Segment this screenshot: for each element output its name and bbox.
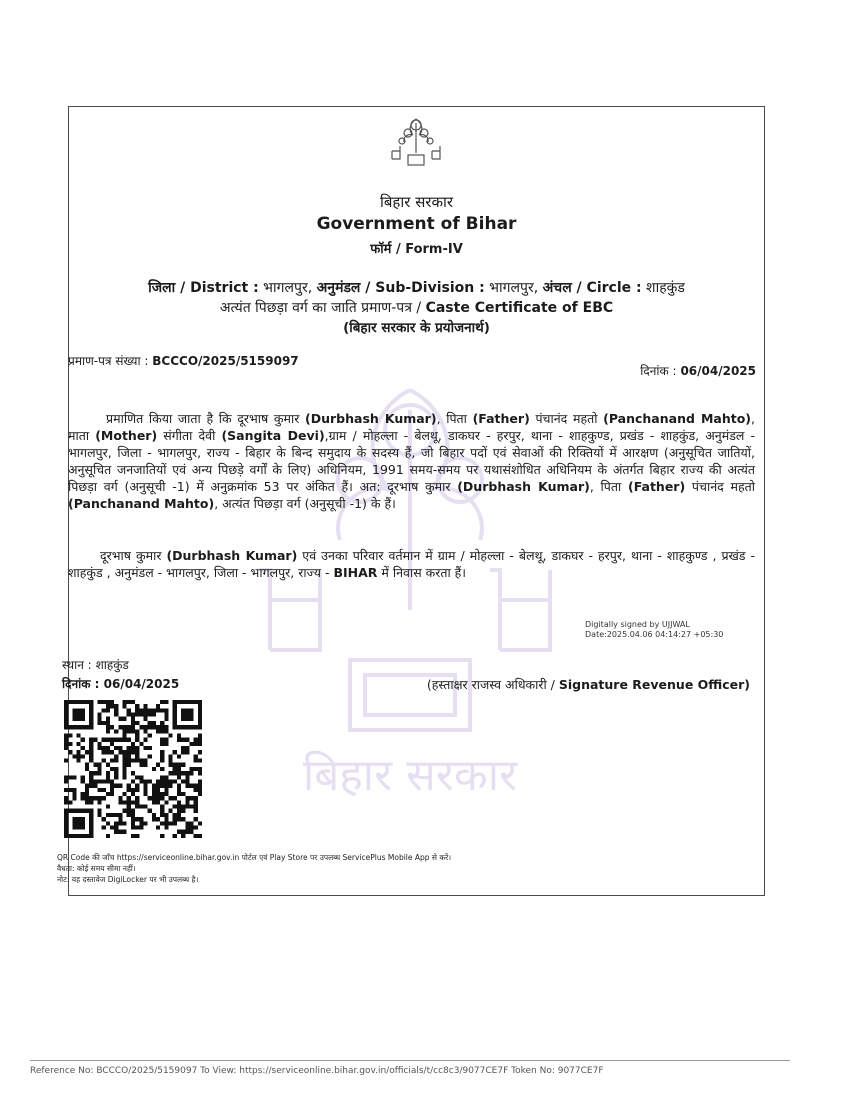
issue-date-label: दिनांक :: [640, 364, 677, 378]
footer-reference: Reference No: BCCCO/2025/5159097 To View: https://serviceonline.bihar.gov.in/officials/t/cc8c3/9077CE7F Token No: 9077CE7F: [30, 1066, 604, 1076]
verification-notes: [57, 852, 451, 885]
signature-english: Signature Revenue Officer): [558, 677, 750, 692]
applicant-name-en: (Durbhash Kumar): [166, 548, 298, 563]
para-text: में निवास करता हैं।: [377, 565, 467, 580]
certificate-number-value: BCCCO/2025/5159097: [152, 354, 299, 368]
mother-name-en: (Sangita Devi): [221, 428, 325, 443]
para-text: , पिता: [436, 411, 473, 426]
signature-officer: [427, 676, 750, 693]
certificate-title: [68, 298, 765, 317]
issue-date-value: 06/04/2025: [680, 364, 756, 378]
digital-signature-signer: Digitally signed by UJJWAL: [585, 620, 690, 629]
qr-code-icon: [64, 700, 202, 838]
para-text: एवं उनका परिवार वर्तमान में ग्राम / मोहल्ला - बेलथू, डाकघर - हरपुर, थाना - शाहकुण्ड , प्रखंड - शाहकुंड , अनुमंडल - भागलपुर, जिला - भागलपुर, राज्य -: [68, 548, 756, 580]
qr-verification-note: QR Code की जाँच https://serviceonline.bihar.gov.in पोर्टल एवं Play Store पर उपलब्ध ServicePlus Mobile App से करें।: [57, 853, 452, 862]
district-value: भागलपुर,: [263, 280, 313, 296]
header-title-hindi: बिहार सरकार: [379, 193, 454, 211]
applicant-name-en: (Durbhash Kumar): [305, 411, 437, 426]
father-name-en: (Panchanand Mahto): [68, 496, 215, 511]
father-label: (Father): [472, 411, 530, 426]
certificate-body-paragraph: [68, 410, 755, 512]
father-label: (Father): [628, 479, 686, 494]
footer-divider: [30, 1060, 790, 1061]
certificate-number: [68, 352, 299, 369]
digilocker-note: नोट: यह दस्तावेज DigiLocker पर भी उपलब्ध है।: [57, 875, 199, 884]
para-text: संगीता देवी: [157, 428, 222, 443]
applicant-name-en: (Durbhash Kumar): [457, 479, 590, 494]
para-text: प्रमाणित किया जाता है कि दूरभाष कुमार: [106, 411, 306, 426]
subdivision-value: भागलपुर,: [489, 280, 539, 296]
signing-date: [62, 675, 179, 692]
place-value: शाहकुंड: [95, 658, 129, 672]
digital-signature: [585, 620, 723, 640]
issue-date: [640, 362, 756, 379]
state-name: BIHAR: [333, 565, 378, 580]
location-line: [68, 278, 765, 297]
para-text: , अत्यंत पिछड़ा वर्ग (अनुसूची -1) के हैं।: [214, 496, 396, 511]
para-text: दूरभाष कुमार: [100, 548, 167, 563]
form-number: फॉर्म / Form-IV: [370, 242, 463, 257]
mother-label: (Mother): [95, 428, 158, 443]
certificate-number-label: प्रमाण-पत्र संख्या :: [68, 354, 149, 368]
signing-date-value: 06/04/2025: [103, 677, 180, 691]
para-text: , पिता: [589, 479, 628, 494]
certificate-title-english: Caste Certificate of EBC: [425, 300, 614, 316]
subdivision-label: अनुमंडल / Sub-Division :: [316, 280, 485, 296]
father-name-en: (Panchanand Mahto): [603, 411, 752, 426]
header-title-english: Government of Bihar: [316, 214, 517, 234]
district-label: जिला / District :: [148, 280, 259, 296]
signing-date-label: दिनांक :: [62, 677, 100, 691]
para-text: पंचानंद महतो: [685, 479, 756, 494]
para-text: पंचानंद महतो: [529, 411, 604, 426]
bihar-emblem-icon: [386, 113, 446, 173]
para-text: ,ग्राम / मोहल्ला - बेलथू, डाकघर - हरपुर, थाना - शाहकुण्ड, प्रखंड - शाहकुंड, अनुमंडल - भागलपुर, जिला - भागलपुर, राज्य - बिहार के बिन्द समुदाय के सदस्य हैं, जो बिहार पदों एवं सेवाओं की रिक्तियों में आरक्षण (अनुसूचित जातियों, अनुसूचित जनजातियों एवं अन्य पिछड़े वर्गों के लिए) अधिनियम, 1991 समय-समय पर यथासंशोधित अधिनियम के अंतर्गत बिहार राज्य की अत्यंत पिछड़ा वर्ग (अनुसूची -1) में अनुक्रमांक 53 पर अंकित हैं। अत: दूरभाष कुमार: [68, 428, 755, 494]
digital-signature-date: Date:2025.04.06 04:14:27 +05:30: [585, 630, 724, 639]
place-label: स्थान :: [62, 658, 92, 672]
place: [62, 656, 129, 673]
circle-label: अंचल / Circle :: [542, 280, 642, 296]
watermark-text: बिहार सरकार: [302, 750, 518, 801]
validity-note: वैधता: कोई समय सीमा नहीं।: [57, 864, 136, 873]
circle-value: शाहकुंड: [646, 280, 685, 296]
signature-hindi: (हस्ताक्षर राजस्व अधिकारी /: [426, 677, 555, 692]
certificate-purpose: (बिहार सरकार के प्रयोजनार्थ): [343, 320, 490, 336]
certificate-title-hindi: अत्यंत पिछड़ा वर्ग का जाति प्रमाण-पत्र /: [219, 300, 422, 316]
para-text: , माता: [68, 411, 756, 443]
residence-paragraph: [68, 547, 755, 581]
